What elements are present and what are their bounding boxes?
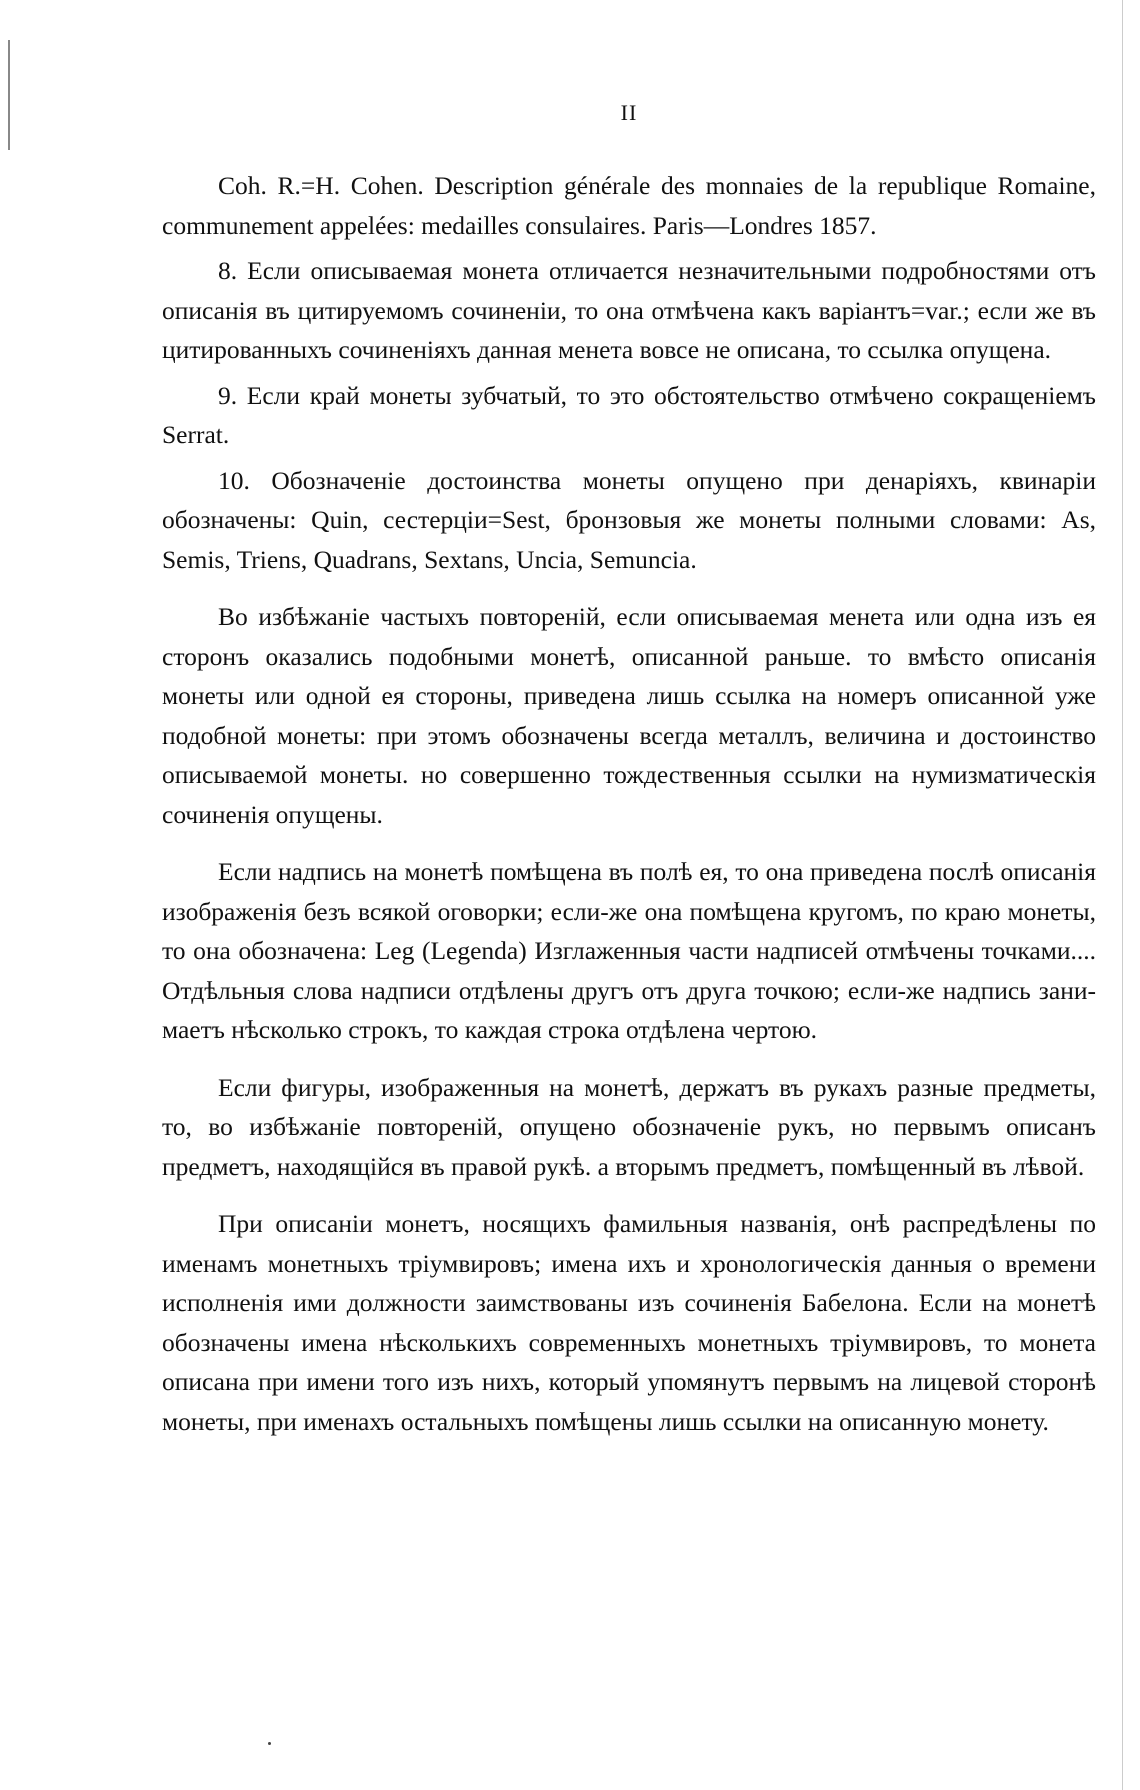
paragraph-figures: Если фигуры, изображенныя на монетѣ, держатъ въ рукахъ разные предметы, то, во избѣжаніе повтореній, опущено обозначеніе рукъ, но первымъ описанъ предметъ, находящійся въ правой рукѣ. а вторымъ предметъ, помѣщенный въ лѣвой. xyxy=(162,1072,1096,1181)
page-edge xyxy=(1122,0,1123,1790)
page-number: II xyxy=(620,100,638,125)
scan-speck xyxy=(268,1742,271,1745)
paragraph-inscriptions: Если надпись на монетѣ помѣщена въ полѣ ея, то она приведена послѣ описанія изображенія безъ всякой оговорки; если-же она помѣщена кругомъ, по краю монеты, то она обозначена: Leg (Legenda) Изглаженныя части надписей отмѣчены точками.... Отдѣльныя слова надписи отдѣлены другъ отъ друга точкою; если-же надпись занимаетъ нѣсколько строкъ, то каждая строка отдѣлена чертою. xyxy=(162,857,1096,1044)
paragraph-10-denominations: 10. Обозначеніе достоинства монеты опущено при денаріяхъ, квинаріи обозначены: Quin, сестерціи=Sest, бронзовыя же монеты полными словами: As, Semis, Triens, Quadrans, Sextans, Uncia, Semuncia. xyxy=(162,465,1096,574)
document-page xyxy=(162,100,1096,1447)
paragraph-reference-cohen: Coh. R.=H. Cohen. Description générale des monnaies de la republique Romaine, communement appelées: medailles consulaires. Paris—Londres 1857. xyxy=(162,171,1096,240)
scan-margin-mark xyxy=(8,40,10,150)
paragraph-8-variants: 8. Если описываемая монета отличается незначительными подробностями отъ описанія въ цитируемомъ сочиненіи, то она отмѣчена какъ варіантъ=var.; если же въ цитированныхъ сочиненіяхъ данная менета вовсе не описана, то ссылка опущена. xyxy=(162,256,1096,364)
paragraph-family-coins: При описаніи монетъ, носящихъ фамильныя названія, онѣ распредѣлены по именамъ монетныхъ тріумвировъ; имена ихъ и хронологическія данныя о времени исполненія ими должности заимствованы изъ сочиненія Бабелона. Если на монетѣ обозначены имена нѣсколькихъ современныхъ монетныхъ тріумвировъ, то монета описана при имени того изъ нихъ, который упомянутъ первымъ на лицевой сторонѣ монеты, при именахъ остальныхъ помѣщены лишь ссылки на описанную монету. xyxy=(162,1209,1096,1436)
paragraph-9-serrated: 9. Если край монеты зубчатый, то это обстоятельство отмѣчено сокращеніемъ Serrat. xyxy=(162,380,1096,449)
paragraph-repetitions: Во избѣжаніе частыхъ повтореній, если описываемая менета или одна изъ ея сторонъ оказались подобными монетѣ, описанной раньше. то вмѣсто описанія монеты или одной ея стороны, приведена лишь ссылка на номеръ описанной уже подобной монеты: при этомъ обозначены всегда металлъ, величина и достоинство описываемой монеты. но совершенно тождественныя ссылки на нумизматическія сочиненія опущены. xyxy=(162,602,1096,829)
